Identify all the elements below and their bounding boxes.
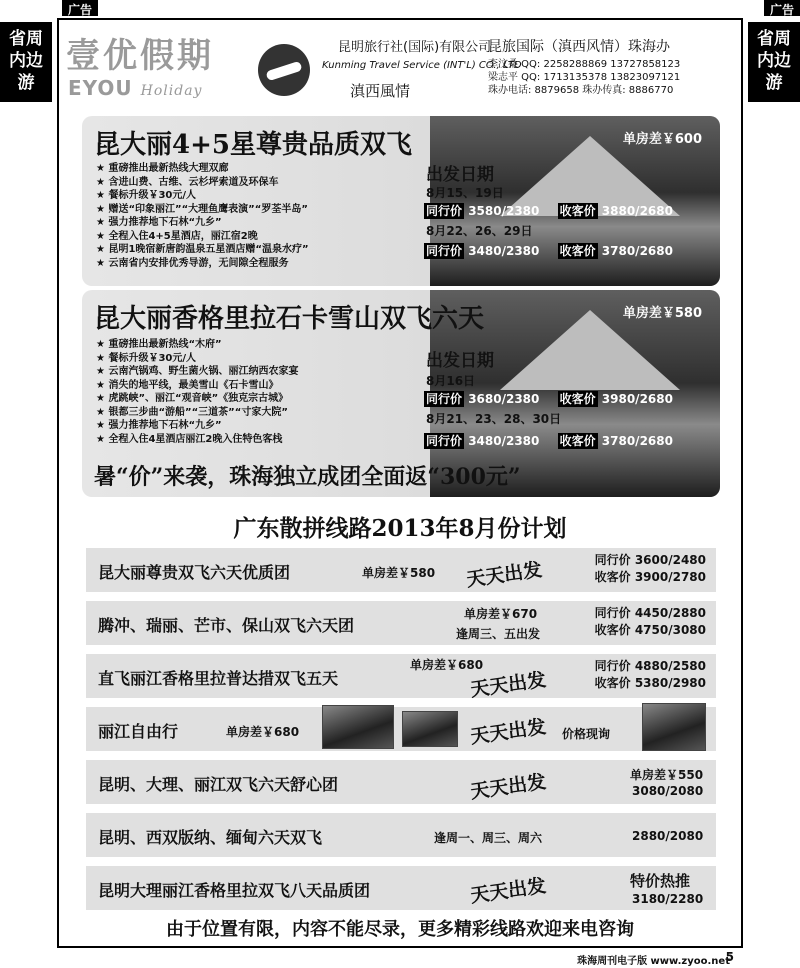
route-row <box>86 760 716 804</box>
price-line: 收客价 5380/2980 <box>594 676 706 690</box>
departure-days: 逢周三、五出发 <box>456 627 541 641</box>
feature-item: ★ 餐标升级￥30元/人 <box>96 189 309 203</box>
single-room-diff: 单房差￥580 <box>362 566 436 580</box>
route-name: 丽江自由行 <box>98 722 179 741</box>
feature-item: ★ 全程入住4+5星酒店，丽江宿2晚 <box>96 230 309 244</box>
agency-subtitle: 滇西風情 <box>350 82 411 100</box>
price-line: 同行价 4450/2880 <box>594 606 706 620</box>
price-row <box>424 242 673 259</box>
peer-price: 3680/2380 <box>468 392 540 406</box>
peer-price: 3580/2380 <box>468 204 540 218</box>
price-row <box>424 202 673 219</box>
snow-peak-shape <box>500 310 680 390</box>
single-room-diff: 单房差￥670 <box>464 607 538 621</box>
departure-dates: 8月15、19日 <box>426 186 504 200</box>
page-number: 5 <box>725 950 734 964</box>
route-row <box>86 707 716 751</box>
route-prices <box>595 552 706 586</box>
single-room-diff: 单房差￥680 <box>226 725 300 739</box>
daily-departure: 天天出发 <box>465 558 544 592</box>
plan-title: 广东散拼线路2013年8月份计划 <box>233 515 567 542</box>
route-name: 腾冲、瑞丽、芒市、保山双飞六天团 <box>98 616 355 635</box>
guest-price-label: 收客价 <box>559 392 596 406</box>
guest-price-label: 收客价 <box>559 244 596 258</box>
publication-footer: 珠海周刊电子版 www.zyoo.net <box>577 956 730 967</box>
single-room-diff: 单房差￥680 <box>410 658 484 672</box>
single-room-diff: 单房差￥580 <box>622 306 702 321</box>
price-line: 收客价 4750/3080 <box>594 623 706 637</box>
contact-list <box>488 58 680 97</box>
destination-photo <box>322 705 394 749</box>
feature-item: ★ 消失的地平线，最美雪山《石卡雪山》 <box>96 379 298 393</box>
price-row <box>424 432 673 449</box>
side-tab-text: 内边 <box>9 51 43 71</box>
feature-item: ★ 云南汽锅鸡、野生菌火锅、丽江纳西农家宴 <box>96 365 298 379</box>
agency-logo-icon <box>258 44 310 96</box>
ad-label-left: 广告 <box>62 0 98 16</box>
peer-price: 3480/2380 <box>468 434 540 448</box>
agency-name-en: Kunming Travel Service (INT'L) CO., LTD <box>322 60 522 71</box>
footer-note: 由于位置有限，内容不能尽录，更多精彩线路欢迎来电咨询 <box>166 919 634 940</box>
side-tab-text: 游 <box>17 73 35 93</box>
daily-departure: 天天出发 <box>469 668 548 702</box>
peer-price-label: 同行价 <box>426 392 463 406</box>
peer-price-label: 同行价 <box>426 244 463 258</box>
single-room-diff: 单房差￥550 <box>630 768 704 782</box>
feature-item: ★ 重磅推出最新热线大理双廊 <box>96 162 309 176</box>
route-name: 昆明大理丽江香格里拉双飞八天品质团 <box>98 881 371 900</box>
ad-label-right: 广告 <box>764 0 800 16</box>
feature-item: ★ 赠送“印象丽江”“大理鱼鹰表演”“罗荃半岛” <box>96 203 309 217</box>
guest-price: 3780/2680 <box>601 434 673 448</box>
guest-price-label: 收客价 <box>559 434 596 448</box>
promo-title: 昆大丽4+5星尊贵品质双飞 <box>94 130 412 160</box>
departure-heading: 出发日期 <box>426 165 494 185</box>
ad-header <box>60 22 740 106</box>
guest-price: 3780/2680 <box>601 244 673 258</box>
feature-item: ★ 餐标升级￥30元/人 <box>96 352 298 366</box>
agency-name: 昆明旅行社(国际)有限公司 <box>338 40 492 55</box>
route-price: 3180/2280 <box>632 892 704 906</box>
promo-box-2 <box>82 290 720 497</box>
contact-line: 梁志平 QQ: 1713135378 13823097121 <box>488 72 681 83</box>
promo-box-1 <box>82 116 720 286</box>
feature-item: ★ 强力推荐地下石林“九乡” <box>96 419 298 433</box>
route-row <box>86 866 716 910</box>
price-on-request: 价格现询 <box>562 727 611 741</box>
departure-dates: 8月22、26、29日 <box>426 224 533 238</box>
destination-photo <box>402 711 458 747</box>
route-row <box>86 654 716 702</box>
feature-item: ★ 含进山费、古维、云杉坪索道及环保车 <box>96 176 309 190</box>
route-name: 直飞丽江香格里拉普达措双飞五天 <box>98 669 339 688</box>
side-tab-text: 游 <box>765 73 783 93</box>
price-line: 同行价 4880/2580 <box>594 659 706 673</box>
brand-logo-en-script: Holiday <box>140 83 203 99</box>
office-title: 昆旅国际（滇西风情）珠海办 <box>488 39 670 55</box>
feature-list <box>96 162 309 270</box>
feature-item: ★ 昆明1晚宿新唐韵温泉五星酒店赠“温泉水疗” <box>96 243 309 257</box>
route-name: 昆大丽尊贵双飞六天优质团 <box>98 563 291 582</box>
guest-price: 3980/2680 <box>601 392 673 406</box>
peer-price: 3480/2380 <box>468 244 540 258</box>
promo-slogan: 暑“价”来袭，珠海独立成团全面返“300元” <box>94 464 521 490</box>
side-tab-text: 省周 <box>9 29 43 49</box>
route-row <box>86 601 716 645</box>
route-prices <box>595 605 706 639</box>
peer-price-label: 同行价 <box>426 434 463 448</box>
brand-logo-en-text: EYOU <box>68 76 133 100</box>
route-price: 2880/2080 <box>632 829 704 843</box>
guest-price: 3880/2680 <box>601 204 673 218</box>
feature-item: ★ 重磅推出最新热线“木府” <box>96 338 298 352</box>
feature-item: ★ 全程入住4星酒店丽江2晚入住特色客栈 <box>96 433 298 447</box>
guest-price-label: 收客价 <box>559 204 596 218</box>
feature-item: ★ 强力推荐地下石林“九乡” <box>96 216 309 230</box>
side-tab-right <box>748 22 800 102</box>
departure-dates: 8月21、23、28、30日 <box>426 412 562 426</box>
daily-departure: 天天出发 <box>469 770 548 804</box>
special-offer: 特价热推 <box>630 872 691 890</box>
route-price: 3080/2080 <box>632 784 704 798</box>
departure-dates: 8月16日 <box>426 374 476 388</box>
price-row <box>424 390 673 407</box>
departure-heading: 出发日期 <box>426 351 494 371</box>
promo-title: 昆大丽香格里拉石卡雪山双飞六天 <box>94 304 485 334</box>
peer-price-label: 同行价 <box>426 204 463 218</box>
feature-item: ★ 银都三步曲“游船”“三道茶”“寸家大院” <box>96 406 298 420</box>
route-name: 昆明、西双版纳、缅甸六天双飞 <box>98 828 323 847</box>
side-tab-text: 省周 <box>757 29 791 49</box>
contact-line: 李汶桑 QQ: 2258288869 13727858123 <box>488 59 681 70</box>
feature-item: ★ 云南省内安排优秀导游，无间隙全程服务 <box>96 257 309 271</box>
side-tab-text: 内边 <box>757 51 791 71</box>
route-row <box>86 548 716 592</box>
route-prices <box>595 658 706 692</box>
daily-departure: 天天出发 <box>469 715 548 749</box>
departure-days: 逢周一、周三、周六 <box>434 831 543 845</box>
feature-item: ★ 虎跳峡”、丽江“观音峡”《独克宗古城》 <box>96 392 298 406</box>
price-line: 收客价 3900/2780 <box>594 570 706 584</box>
single-room-diff: 单房差￥600 <box>622 132 702 147</box>
daily-departure: 天天出发 <box>469 874 548 908</box>
side-tab-left <box>0 22 52 102</box>
route-row <box>86 813 716 857</box>
brand-logo-en <box>68 76 202 100</box>
contact-line: 珠办电话: 8879658 珠办传真: 8886770 <box>488 85 674 96</box>
destination-photo <box>642 703 706 751</box>
brand-logo-zh: 壹优假期 <box>66 36 214 76</box>
price-line: 同行价 3600/2480 <box>594 553 706 567</box>
feature-list <box>96 338 298 446</box>
route-name: 昆明、大理、丽江双飞六天舒心团 <box>98 775 339 794</box>
